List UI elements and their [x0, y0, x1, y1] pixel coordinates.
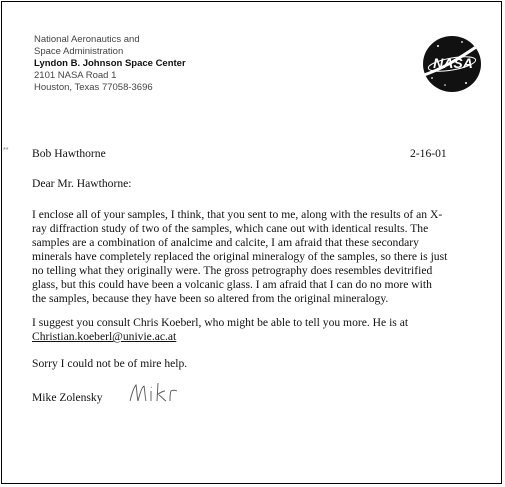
margin-mark: **: [3, 147, 9, 154]
email-link[interactable]: Christian.koeberl@univie.ac.at: [32, 330, 177, 343]
logo-wordmark: NASA: [433, 55, 473, 71]
agency-line-2: Space Administration: [34, 46, 124, 57]
addressee: Bob Hawthorne: [32, 147, 106, 160]
body-paragraph-1: [32, 208, 482, 306]
paragraph-line: no telling what they originally were. The gross petrography does resembles devitrified: [32, 264, 433, 277]
paragraph-line: I enclose all of your samples, I think, that you sent to me, along with the results of an X-: [32, 208, 443, 221]
street-address: 2101 NASA Road 1: [34, 70, 117, 81]
paragraph-line: I suggest you consult Chris Koeberl, who might be able to tell you more. He is at: [32, 316, 409, 329]
paragraph-line: glass, but this could have been a volcanic glass. I am afraid that I can do no more with: [32, 278, 432, 291]
paragraph-line: the samples, because they have been so altered from the original mineralogy.: [32, 292, 389, 305]
nasa-logo: [418, 28, 492, 94]
salutation: Dear Mr. Hawthorne:: [32, 177, 132, 190]
agency-line-1: National Aeronautics and: [34, 34, 140, 45]
paragraph-line: ray diffraction study of two of the samples, which cane out with identical results. The: [32, 222, 429, 235]
city-address: Houston, Texas 77058-3696: [34, 82, 153, 93]
paragraph-line: samples are a combination of analcime and calcite, I am afraid that these secondary: [32, 236, 419, 249]
letterhead: [34, 34, 186, 94]
letter-date: 2-16-01: [410, 147, 447, 160]
center-name: Lyndon B. Johnson Space Center: [34, 58, 186, 69]
handwritten-signature: [128, 381, 184, 405]
body-paragraph-2: [32, 316, 482, 344]
signature-name: Mike Zolensky: [32, 391, 103, 404]
body-paragraph-3: Sorry I could not be of mire help.: [32, 357, 188, 370]
paragraph-line: minerals have completely replaced the original mineralogy of the samples, so there is just: [32, 250, 448, 263]
